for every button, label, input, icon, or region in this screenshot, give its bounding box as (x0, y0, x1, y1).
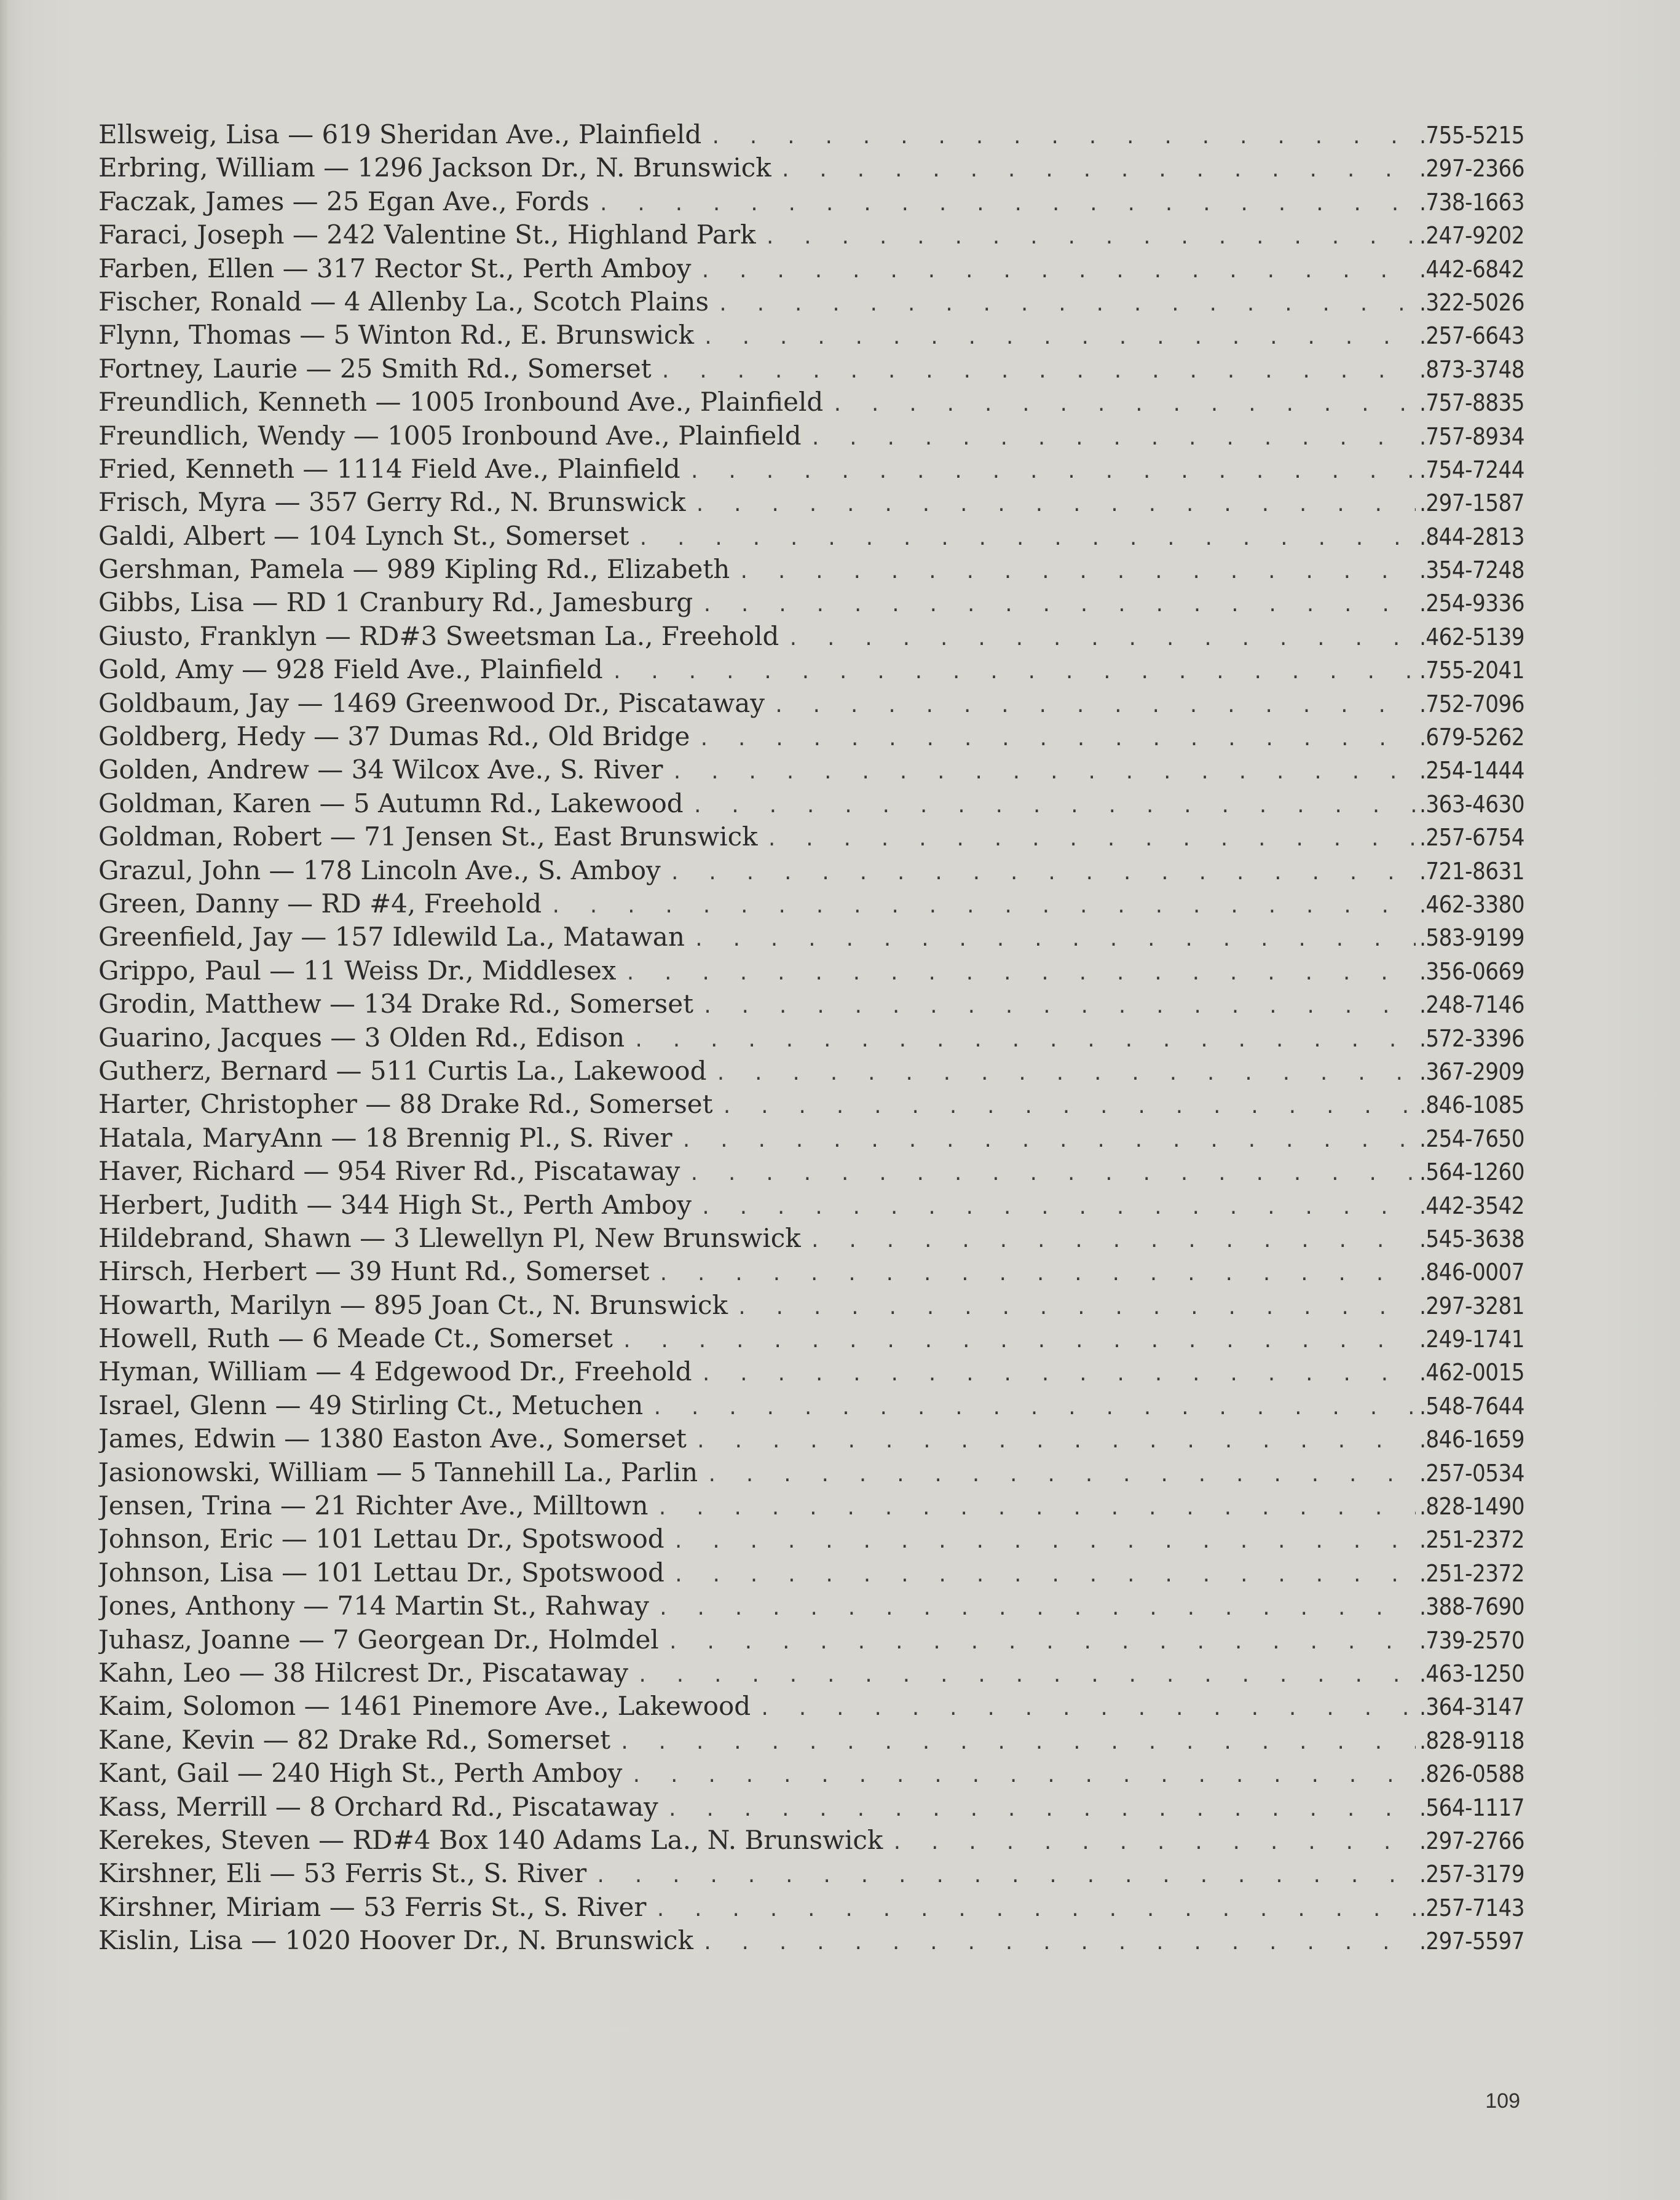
dot-leader (701, 1358, 1416, 1388)
entry-name-address: Frisch, Myra — 357 Gerry Rd., N. Brunswick (98, 487, 686, 518)
entry-phone: .564-1260 (1419, 1158, 1524, 1186)
dot-leader (698, 723, 1416, 753)
dot-leader (780, 154, 1416, 184)
directory-entry (98, 252, 1524, 285)
dot-leader (767, 823, 1416, 853)
entry-phone: .752-7096 (1419, 690, 1524, 718)
dot-leader (693, 924, 1416, 954)
entry-name-address: Erbring, William — 1296 Jackson Dr., N. Brunswick (98, 152, 771, 183)
directory-entry (98, 1289, 1524, 1322)
directory-entry (98, 1355, 1524, 1388)
directory-entry (98, 285, 1524, 319)
directory-entry (98, 1757, 1524, 1790)
entry-name-address: Kislin, Lisa — 1020 Hoover Dr., N. Brunswick (98, 1925, 693, 1956)
entry-phone: .754-7244 (1419, 456, 1524, 483)
directory-entry (98, 553, 1524, 586)
dot-leader (667, 1794, 1416, 1824)
entry-name-address: Kahn, Leo — 38 Hilcrest Dr., Piscataway (98, 1657, 629, 1688)
entry-name-address: Howarth, Marilyn — 895 Joan Ct., N. Brunswick (98, 1289, 728, 1320)
entry-name-address: Grodin, Matthew — 134 Drake Rd., Somerset (98, 989, 693, 1019)
entry-name-address: Jones, Anthony — 714 Martin St., Rahway (98, 1591, 649, 1621)
directory-entry (98, 1054, 1524, 1088)
entry-phone: .442-3542 (1419, 1192, 1524, 1219)
directory-entry (98, 887, 1524, 920)
page-spine-shadow (0, 0, 9, 2200)
directory-entry (98, 1189, 1524, 1222)
entry-phone: .363-4630 (1419, 790, 1524, 818)
entry-phone: .462-5139 (1419, 623, 1524, 651)
directory-entry (98, 1924, 1524, 1957)
entry-name-address: Johnson, Eric — 101 Lettau Dr., Spotswood (98, 1524, 665, 1554)
entry-name-address: Kirshner, Miriam — 53 Ferris St., S. River (98, 1891, 647, 1922)
entry-name-address: Gibbs, Lisa — RD 1 Cranbury Rd., Jamesburg (98, 587, 693, 618)
entry-phone: .755-2041 (1419, 657, 1524, 684)
entry-phone: .254-1444 (1419, 757, 1524, 785)
dot-leader (619, 1727, 1416, 1757)
entry-phone: .297-2766 (1419, 1827, 1524, 1854)
directory-entry (98, 620, 1524, 653)
entry-phone: .322-5026 (1419, 288, 1524, 316)
entry-phone: .254-9336 (1419, 590, 1524, 617)
dot-leader (710, 121, 1416, 151)
dot-leader (652, 1392, 1416, 1422)
entry-name-address: Faczak, James — 25 Egan Ave., Fords (98, 186, 590, 216)
dot-leader (621, 1325, 1416, 1355)
dot-leader (598, 188, 1416, 218)
dot-leader (595, 1860, 1416, 1890)
dot-leader (759, 1693, 1416, 1723)
dot-leader (692, 790, 1416, 820)
entry-name-address: Freundlich, Wendy — 1005 Ironbound Ave., Plainfield (98, 420, 802, 451)
entry-phone: .257-7143 (1419, 1894, 1524, 1921)
entry-name-address: Flynn, Thomas — 5 Winton Rd., E. Brunswick (98, 320, 694, 350)
dot-leader (681, 1125, 1416, 1155)
dot-leader (787, 623, 1416, 653)
entry-phone: .846-1659 (1419, 1426, 1524, 1454)
directory-entry (98, 1690, 1524, 1723)
directory-entry (98, 920, 1524, 954)
dot-leader (637, 1660, 1416, 1690)
entry-name-address: Grippo, Paul — 11 Weiss Dr., Middlesex (98, 955, 617, 986)
dot-leader (658, 1593, 1416, 1623)
entry-phone: .257-0534 (1419, 1459, 1524, 1487)
entry-phone: .257-6643 (1419, 322, 1524, 350)
dot-leader (633, 1024, 1416, 1054)
dot-leader (688, 1158, 1416, 1188)
directory-entry (98, 1322, 1524, 1355)
entry-name-address: Farben, Ellen — 317 Rector St., Perth Amboy (98, 253, 692, 283)
entry-phone: .463-1250 (1419, 1660, 1524, 1687)
entry-name-address: Hyman, William — 4 Edgewood Dr., Freehold (98, 1356, 692, 1387)
dot-leader (637, 523, 1416, 553)
dot-leader (689, 456, 1416, 486)
dot-leader (612, 656, 1416, 686)
entry-name-address: Goldman, Karen — 5 Autumn Rd., Lakewood (98, 788, 684, 818)
directory-entry (98, 1122, 1524, 1155)
directory-entry (98, 1623, 1524, 1656)
entry-phone: .564-1117 (1419, 1794, 1524, 1821)
directory-entry (98, 1422, 1524, 1455)
dot-leader (715, 1058, 1416, 1088)
entry-phone: .462-0015 (1419, 1359, 1524, 1387)
dot-leader (701, 589, 1416, 619)
dot-leader (669, 857, 1416, 887)
dot-leader (765, 221, 1416, 251)
entry-name-address: Hildebrand, Shawn — 3 Llewellyn Pl, New Brunswick (98, 1222, 801, 1253)
directory-entry (98, 1790, 1524, 1824)
entry-phone: .364-3147 (1419, 1693, 1524, 1721)
entry-name-address: Fried, Kenneth — 1114 Field Ave., Plainfield (98, 453, 680, 484)
directory-entry (98, 1222, 1524, 1255)
dot-leader (550, 890, 1416, 920)
entry-name-address: Jasionowski, William — 5 Tannehill La., Parlin (98, 1457, 698, 1487)
dot-leader (631, 1760, 1416, 1790)
entry-phone: .828-1490 (1419, 1493, 1524, 1521)
dot-leader (706, 1459, 1416, 1489)
entry-name-address: Johnson, Lisa — 101 Lettau Dr., Spotswood (98, 1557, 665, 1588)
dot-leader (738, 556, 1416, 586)
dot-leader (702, 991, 1416, 1021)
entry-phone: .297-5597 (1419, 1928, 1524, 1955)
directory-entry (98, 486, 1524, 519)
entry-phone: .826-0588 (1419, 1760, 1524, 1788)
entry-name-address: Hirsch, Herbert — 39 Hunt Rd., Somerset (98, 1256, 650, 1287)
entry-name-address: Kass, Merrill — 8 Orchard Rd., Piscataway (98, 1791, 658, 1822)
entry-name-address: Gutherz, Bernard — 511 Curtis La., Lakewood (98, 1055, 707, 1086)
entry-phone: .442-6842 (1419, 255, 1524, 283)
entry-name-address: Grazul, John — 178 Lincoln Ave., S. Amboy (98, 855, 661, 885)
directory-entry (98, 520, 1524, 553)
directory-entry (98, 218, 1524, 251)
entry-phone: .297-1587 (1419, 489, 1524, 517)
entry-phone: .297-3281 (1419, 1292, 1524, 1320)
directory-entry (98, 987, 1524, 1021)
directory-entry (98, 1824, 1524, 1857)
directory-entry (98, 1656, 1524, 1690)
entry-name-address: Golden, Andrew — 34 Wilcox Ave., S. River (98, 754, 663, 785)
dot-leader (700, 1192, 1416, 1222)
entry-phone: .721-8631 (1419, 857, 1524, 885)
entry-name-address: Gold, Amy — 928 Field Ave., Plainfield (98, 654, 603, 685)
entry-phone: .757-8835 (1419, 389, 1524, 417)
entry-phone: .249-1741 (1419, 1326, 1524, 1353)
directory-entry (98, 1021, 1524, 1054)
directory-entry (98, 386, 1524, 419)
dot-leader (695, 1425, 1416, 1455)
dot-leader (891, 1827, 1416, 1857)
entry-name-address: Ellsweig, Lisa — 619 Sheridan Ave., Plainfield (98, 119, 702, 149)
dot-leader (810, 422, 1416, 453)
dot-leader (722, 1091, 1416, 1121)
directory-entry (98, 1891, 1524, 1924)
entry-phone: .356-0669 (1419, 957, 1524, 985)
entry-name-address: Goldberg, Hedy — 37 Dumas Rd., Old Bridge (98, 721, 690, 752)
directory-entry (98, 1489, 1524, 1522)
directory-entry (98, 1589, 1524, 1623)
entry-name-address: Goldman, Robert — 71 Jensen St., East Brunswick (98, 821, 758, 852)
dot-leader (717, 288, 1416, 319)
dot-leader (832, 389, 1416, 419)
entry-phone: .873-3748 (1419, 355, 1524, 383)
dot-leader (660, 355, 1416, 386)
entry-phone: .251-2372 (1419, 1559, 1524, 1587)
directory-entry (98, 954, 1524, 987)
entry-name-address: Giusto, Franklyn — RD#3 Sweetsman La., Freehold (98, 620, 779, 651)
directory-entry (98, 419, 1524, 453)
directory-entry (98, 1556, 1524, 1589)
entry-name-address: Haver, Richard — 954 River Rd., Piscataway (98, 1156, 680, 1187)
directory-entry (98, 1857, 1524, 1890)
dot-leader (658, 1258, 1416, 1288)
entry-name-address: Howell, Ruth — 6 Meade Ct., Somerset (98, 1323, 613, 1354)
dot-leader (657, 1492, 1416, 1522)
dot-leader (703, 322, 1416, 352)
entry-phone: .738-1663 (1419, 188, 1524, 216)
directory-entry (98, 1088, 1524, 1121)
directory-entry (98, 820, 1524, 853)
entry-phone: .828-9118 (1419, 1727, 1524, 1754)
entry-name-address: Kane, Kevin — 82 Drake Rd., Somerset (98, 1724, 610, 1755)
entry-name-address: Fischer, Ronald — 4 Allenby La., Scotch Plains (98, 286, 709, 317)
directory-entry (98, 118, 1524, 151)
entry-phone: .739-2570 (1419, 1626, 1524, 1654)
entry-name-address: Kant, Gail — 240 High St., Perth Amboy (98, 1758, 623, 1789)
directory-entry (98, 1723, 1524, 1757)
entry-name-address: Hatala, MaryAnn — 18 Brennig Pl., S. River (98, 1122, 672, 1153)
entry-phone: .548-7644 (1419, 1392, 1524, 1420)
directory-entry (98, 185, 1524, 218)
entry-phone: .248-7146 (1419, 991, 1524, 1019)
directory-entry (98, 787, 1524, 820)
entry-phone: .367-2909 (1419, 1058, 1524, 1085)
directory-entry (98, 653, 1524, 686)
entry-phone: .388-7690 (1419, 1593, 1524, 1621)
entry-phone: .572-3396 (1419, 1024, 1524, 1052)
directory-entry (98, 352, 1524, 386)
dot-leader (736, 1292, 1416, 1322)
entry-name-address: Fortney, Laurie — 25 Smith Rd., Somerset (98, 353, 652, 384)
entry-name-address: James, Edwin — 1380 Easton Ave., Somerset (98, 1423, 687, 1454)
entry-phone: .757-8934 (1419, 422, 1524, 450)
dot-leader (672, 756, 1416, 786)
entry-name-address: Goldbaum, Jay — 1469 Greenwood Dr., Piscataway (98, 687, 765, 718)
directory-list (98, 118, 1524, 1957)
dot-leader (673, 1525, 1416, 1556)
entry-phone: .247-9202 (1419, 222, 1524, 250)
directory-entry (98, 854, 1524, 887)
dot-leader (700, 255, 1416, 285)
directory-entry (98, 1255, 1524, 1288)
entry-phone: .297-2366 (1419, 155, 1524, 183)
dot-leader (625, 957, 1416, 987)
entry-phone: .257-6754 (1419, 824, 1524, 852)
entry-name-address: Green, Danny — RD #4, Freehold (98, 888, 542, 919)
entry-phone: .844-2813 (1419, 523, 1524, 550)
entry-name-address: Kerekes, Steven — RD#4 Box 140 Adams La., N. Brunswick (98, 1824, 883, 1855)
page-number: 109 (1485, 2089, 1520, 2113)
entry-name-address: Gershman, Pamela — 989 Kipling Rd., Elizabeth (98, 554, 730, 585)
directory-entry (98, 1155, 1524, 1188)
entry-name-address: Greenfield, Jay — 157 Idlewild La., Matawan (98, 922, 685, 952)
entry-name-address: Kirshner, Eli — 53 Ferris St., S. River (98, 1858, 587, 1889)
entry-phone: .583-9199 (1419, 924, 1524, 952)
entry-name-address: Juhasz, Joanne — 7 Georgean Dr., Holmdel (98, 1624, 659, 1655)
directory-entry (98, 453, 1524, 486)
dot-leader (673, 1559, 1416, 1589)
dot-leader (655, 1894, 1416, 1924)
entry-name-address: Galdi, Albert — 104 Lynch St., Somerset (98, 520, 629, 551)
directory-entry (98, 720, 1524, 753)
entry-name-address: Kaim, Solomon — 1461 Pinemore Ave., Lakewood (98, 1691, 751, 1722)
directory-entry (98, 151, 1524, 184)
entry-name-address: Jensen, Trina — 21 Richter Ave., Milltown (98, 1490, 649, 1521)
entry-phone: .846-1085 (1419, 1091, 1524, 1119)
directory-entry (98, 1389, 1524, 1422)
dot-leader (810, 1225, 1416, 1255)
entry-phone: .545-3638 (1419, 1225, 1524, 1252)
entry-phone: .462-3380 (1419, 890, 1524, 918)
dot-leader (668, 1626, 1416, 1656)
dot-leader (773, 690, 1416, 720)
directory-entry (98, 319, 1524, 352)
directory-entry (98, 586, 1524, 619)
dot-leader (694, 489, 1416, 519)
entry-phone: .846-0007 (1419, 1259, 1524, 1286)
entry-phone: .679-5262 (1419, 724, 1524, 751)
directory-entry (98, 687, 1524, 720)
entry-phone: .257-3179 (1419, 1861, 1524, 1888)
entry-name-address: Herbert, Judith — 344 High St., Perth Amboy (98, 1189, 692, 1220)
entry-name-address: Freundlich, Kenneth — 1005 Ironbound Ave., Plainfield (98, 387, 824, 417)
entry-name-address: Guarino, Jacques — 3 Olden Rd., Edison (98, 1022, 625, 1053)
entry-name-address: Israel, Glenn — 49 Stirling Ct., Metuchen (98, 1390, 644, 1420)
directory-entry (98, 1522, 1524, 1556)
dot-leader (702, 1927, 1416, 1957)
entry-name-address: Harter, Christopher — 88 Drake Rd., Somerset (98, 1089, 713, 1120)
entry-name-address: Faraci, Joseph — 242 Valentine St., Highland Park (98, 220, 756, 250)
directory-entry (98, 753, 1524, 786)
entry-phone: .251-2372 (1419, 1526, 1524, 1554)
entry-phone: .354-7248 (1419, 556, 1524, 584)
entry-phone: .755-5215 (1419, 122, 1524, 149)
entry-phone: .254-7650 (1419, 1125, 1524, 1152)
directory-entry (98, 1456, 1524, 1489)
